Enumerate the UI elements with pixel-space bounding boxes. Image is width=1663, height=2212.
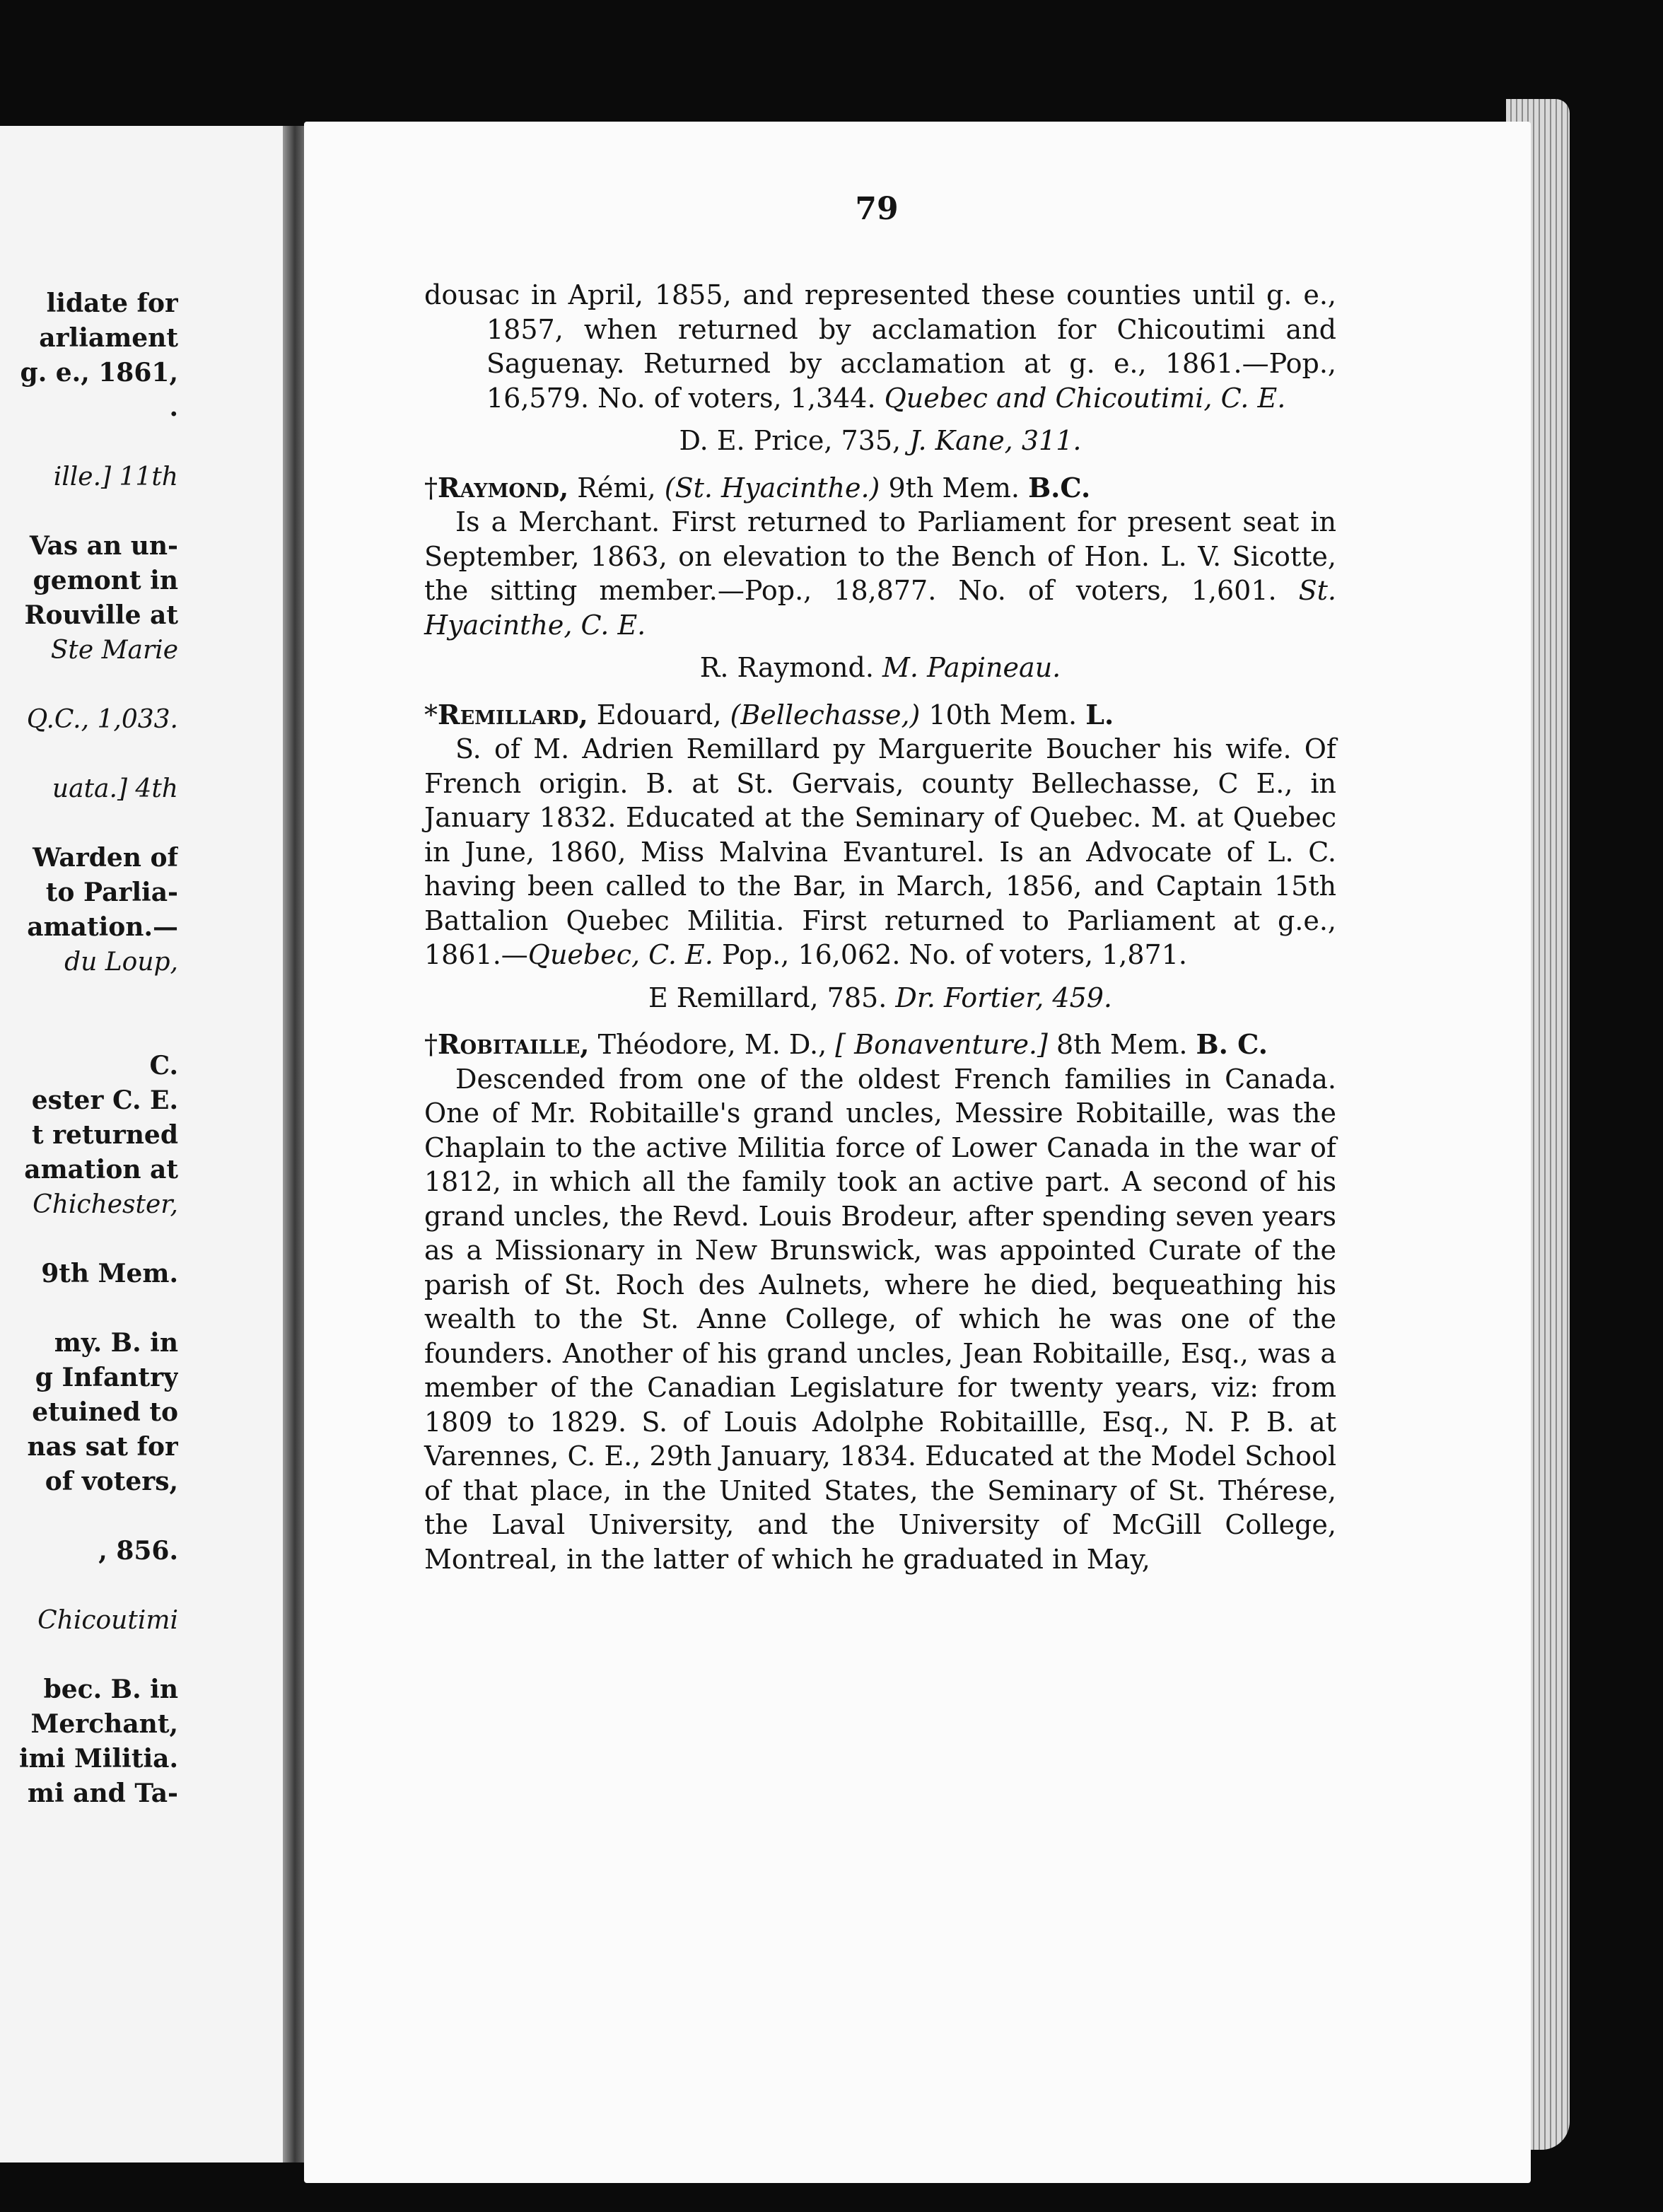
book-gutter: [283, 126, 307, 2162]
election-result: D. E. Price, 735, J. Kane, 311.: [679, 425, 1082, 456]
left-page-line: Rouville at: [24, 600, 178, 630]
constituency: (Bellechasse,): [730, 699, 921, 730]
left-page-line: 9th Mem.: [41, 1259, 178, 1288]
left-page-line: [0, 494, 178, 529]
left-page-line: Vas an un-: [29, 531, 178, 561]
left-page-line: arliament: [39, 323, 178, 353]
left-page-line: Q.C., 1,033.: [26, 705, 178, 734]
left-page-line: [0, 425, 178, 460]
entry-body: Is a Merchant. First returned to Parliament for present seat in September, 1863, on elevation to the Bench of Hon. L. V. Sicotte, the sitting member.—Pop., 18,877. No. of voters, 1,601. St. Hyacinthe, C. E.: [424, 506, 1336, 641]
member-surname: Raymond,: [438, 471, 569, 503]
left-page-line: C.: [149, 1051, 178, 1081]
left-page-line: [0, 979, 178, 1014]
left-page-line: gemont in: [33, 566, 178, 595]
left-page-line: du Loup,: [64, 948, 178, 977]
left-page-line: ille.] 11th: [53, 462, 178, 491]
left-page-line: t returned: [31, 1120, 178, 1150]
page-text: [424, 278, 1336, 1576]
left-page-line: [0, 1638, 178, 1672]
constituency: [ Bonaventure.]: [835, 1029, 1048, 1060]
left-page-line: [0, 668, 178, 702]
party: L.: [1085, 698, 1114, 730]
left-page-line: Chicoutimi: [37, 1606, 178, 1635]
location: Quebec and Chicoutimi, C. E.: [884, 382, 1286, 414]
left-page-line: etuined to: [32, 1397, 178, 1427]
left-page-line: my. B. in: [54, 1328, 178, 1358]
left-page-line: [0, 737, 178, 772]
left-page-line: Warden of: [33, 843, 178, 873]
left-page-line: Chichester,: [33, 1190, 178, 1219]
left-page-line: [0, 1291, 178, 1326]
left-page-text: [0, 286, 178, 1811]
left-page-line: bec. B. in: [43, 1675, 178, 1704]
page-number: 79: [855, 191, 899, 227]
left-page-line: Merchant,: [30, 1709, 178, 1739]
left-page-line: lidate for: [46, 289, 178, 318]
entry-body: Descended from one of the oldest French families in Canada. One of Mr. Robitaille's grand uncles, Messire Robitaille, was the Chaplain to the active Militia force of Lower Canada in the war of 1812, in which all the family took an active part. A second of his grand uncles, the Revd. Louis Brodeur, after spending seven years as a Missionary in New Brunswick, was appointed Curate of the parish of St. Roch des Aulnets, where he died, bequeathing his wealth to the St. Anne College, of which he was one of the founders. Another of his grand uncles, Jean Robitaille, Esq., was a member of the Canadian Legislature for twenty years, viz: from 1809 to 1829. S. of Louis Adolphe Robitaillle, Esq., N. P. B. at Varennes, C. E., 29th January, 1834. Educated at the Model School of that place, in the United States, the Seminary of St. Thérese, the Laval University, and the University of McGill College, Montreal, in the latter of which he graduated in May,: [424, 1063, 1336, 1575]
entry-heading: †Raymond, Rémi, (St. Hyacinthe.) 9th Mem. B.C.: [424, 471, 1091, 503]
entry-body: S. of M. Adrien Remillard py Marguerite Boucher his wife. Of French origin. B. at St. Gervais, county Bellechasse, C E., in January 1832. Educated at the Seminary of Quebec. M. at Quebec in June, 1860, Miss Malvina Evanturel. Is an Advocate of L. C. having been called to the Bar, in March, 1856, and Captain 15th Battalion Quebec Militia. First returned to Parliament at g.e., 1861.—Quebec, C. E. Pop., 16,062. No. of voters, 1,871.: [424, 733, 1336, 970]
left-page-line: [0, 1499, 178, 1534]
constituency: (St. Hyacinthe.): [664, 472, 880, 503]
location: Quebec, C. E.: [527, 939, 713, 970]
left-page-line: ester C. E.: [31, 1085, 178, 1115]
left-page-line: of voters,: [45, 1467, 178, 1496]
left-page-line: uata.] 4th: [52, 774, 178, 803]
entry-heading: *Remillard, Edouard, (Bellechasse,) 10th Mem. L.: [424, 698, 1114, 730]
left-page-line: nas sat for: [27, 1432, 178, 1462]
left-page-line: mi and Ta-: [27, 1779, 178, 1808]
left-page-line: to Parlia-: [45, 878, 178, 907]
election-result: E Remillard, 785. Dr. Fortier, 459.: [648, 982, 1113, 1013]
left-page-line: [0, 1222, 178, 1257]
left-page-line: .: [169, 392, 178, 422]
party: B.C.: [1028, 471, 1091, 503]
entry-heading: †Robitaille, Théodore, M. D., [ Bonaventure.] 8th Mem. B. C.: [424, 1028, 1268, 1060]
party: B. C.: [1196, 1028, 1268, 1060]
location: St. Hyacinthe, C. E.: [424, 575, 1336, 641]
left-page-line: imi Militia.: [18, 1744, 178, 1774]
member-surname: Robitaille,: [438, 1028, 590, 1060]
left-page-line: [0, 1568, 178, 1603]
continuation-paragraph: dousac in April, 1855, and represented these counties until g. e., 1857, when returned by acclamation for Chicoutimi and Saguenay. Returned by acclamation at g. e., 1861.—Pop., 16,579. No. of voters, 1,344. Quebec and Chicoutimi, C. E.: [424, 279, 1336, 414]
election-result: R. Raymond. M. Papineau.: [699, 652, 1061, 683]
left-page-line: g Infantry: [35, 1363, 178, 1392]
left-page-line: Ste Marie: [50, 636, 178, 665]
member-surname: Remillard,: [438, 698, 588, 730]
left-page-line: amation.—: [27, 912, 178, 942]
left-page-line: amation at: [24, 1155, 178, 1184]
left-page-line: [0, 806, 178, 841]
left-page-line: [0, 1014, 178, 1049]
left-page-line: g. e., 1861,: [20, 358, 178, 388]
left-page-line: , 856.: [98, 1536, 178, 1566]
